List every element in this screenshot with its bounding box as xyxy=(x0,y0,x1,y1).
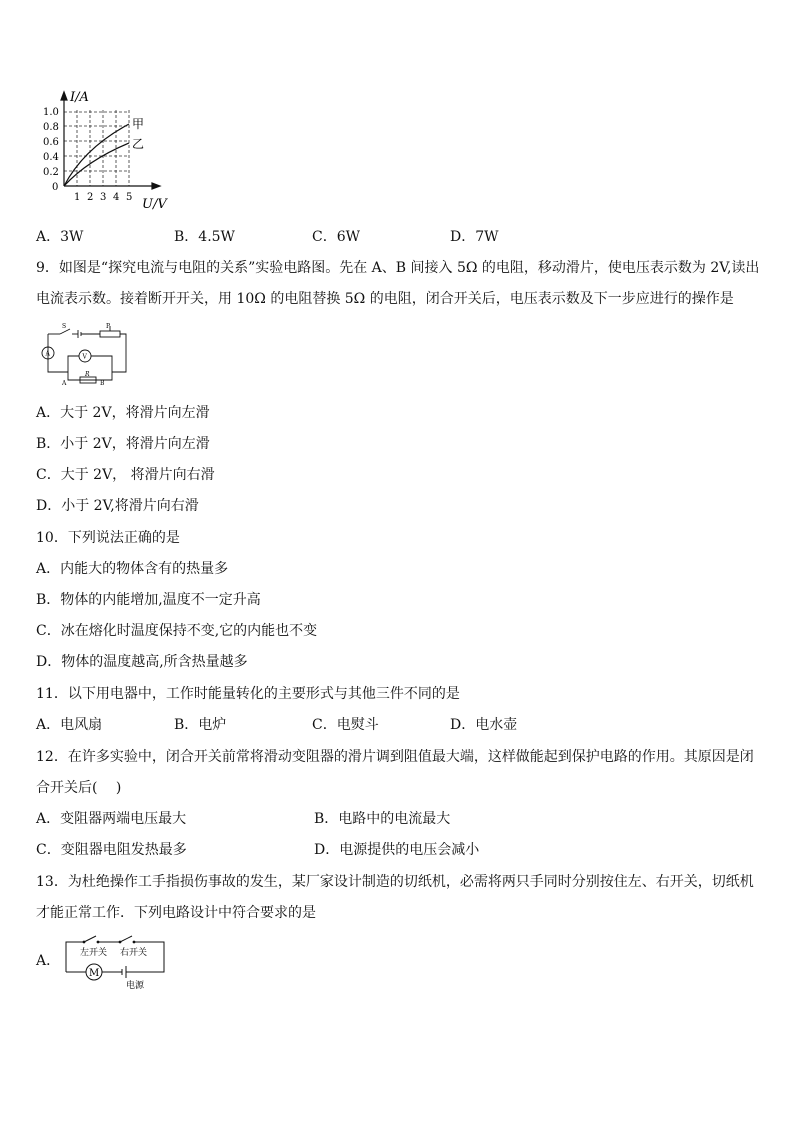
q10-option-a[interactable]: A．内能大的物体含有的热量多 xyxy=(36,561,229,577)
circuit-switch-label: S xyxy=(62,323,67,330)
x-tick: 3 xyxy=(100,192,107,203)
q11-stem: 11．以下用电器中，工作时能量转化的主要形式与其他三件不同的是 xyxy=(36,686,460,702)
q8-option-d[interactable]: D．7W xyxy=(450,229,499,245)
x-tick: 4 xyxy=(113,192,120,203)
y-axis-label: I/A xyxy=(70,90,89,105)
q10-option-c[interactable]: C．冰在熔化时温度保持不变,它的内能也不变 xyxy=(36,623,318,639)
x-axis-label: U/V xyxy=(142,197,167,212)
motor-label: M xyxy=(89,968,100,979)
circuit-voltmeter-label: V xyxy=(82,353,87,361)
q12-option-b[interactable]: B．电路中的电流最大 xyxy=(314,811,451,827)
graph-grid xyxy=(64,110,129,186)
left-switch-label: 左开关 xyxy=(80,948,108,958)
q12-options-row1 xyxy=(36,809,592,829)
right-switch-label: 右开关 xyxy=(120,948,148,958)
q11-option-d[interactable]: D．电水壶 xyxy=(450,717,518,733)
y-tick: 0.8 xyxy=(43,122,59,133)
y-tick: 0.2 xyxy=(43,167,59,178)
q8-option-a[interactable]: A．3W xyxy=(36,229,84,245)
y-tick: 0.4 xyxy=(43,152,59,163)
x-tick: 5 xyxy=(126,192,133,203)
y-tick: 0.6 xyxy=(43,137,59,148)
x-tick: 2 xyxy=(87,192,94,203)
q10-stem: 10．下列说法正确的是 xyxy=(36,530,180,546)
q12-stem-line1: 12．在许多实验中，闭合开关前常将滑动变阻器的滑片调到阻值最大端，这样做能起到保护电路的作用。其原因是闭 xyxy=(36,749,754,765)
q9-option-c[interactable]: C．大于 2V， 将滑片向右滑 xyxy=(36,467,215,483)
x-tick: 1 xyxy=(74,192,81,203)
power-source-label: 电源 xyxy=(126,981,145,990)
curve-a-label: 甲 xyxy=(132,117,145,131)
q12-option-a[interactable]: A．变阻器两端电压最大 xyxy=(36,811,187,827)
iu-graph xyxy=(36,86,176,214)
curve-b xyxy=(64,143,129,186)
q9-option-a[interactable]: A．大于 2V，将滑片向左滑 xyxy=(36,405,210,421)
circuit-node-a-label: A xyxy=(62,380,67,386)
y-tick: 0 xyxy=(52,182,59,193)
q11-options xyxy=(36,715,588,735)
q9-stem-line2: 电流表示数。接着断开开关，用 10Ω 的电阻替换 5Ω 的电阻，闭合开关后，电压表示数及下一步应进行的操作是 xyxy=(36,291,734,307)
circuit-node-b-label: B xyxy=(100,380,105,386)
q12-option-d[interactable]: D．电源提供的电压会减小 xyxy=(314,842,480,858)
q8-options xyxy=(36,227,588,247)
q13-option-a-circuit xyxy=(60,932,170,990)
q9-option-b[interactable]: B．小于 2V，将滑片向左滑 xyxy=(36,436,210,452)
q10-option-d[interactable]: D．物体的温度越高,所含热量越多 xyxy=(36,654,248,670)
y-tick: 1.0 xyxy=(43,107,59,118)
q9-stem-line1: 9．如图是“探究电流与电阻的关系”实验电路图。先在 A、B 间接入 5Ω 的电阻，移动滑片，使电压表示数为 2V,读出 xyxy=(36,260,760,276)
q12-options-row2 xyxy=(36,840,592,860)
q11-option-b[interactable]: B．电炉 xyxy=(174,717,227,733)
q11-option-a[interactable]: A．电风扇 xyxy=(36,717,103,733)
q12-stem-line2: 合开关后( ) xyxy=(36,780,122,796)
circuit-resistor-label: R xyxy=(85,371,90,378)
q10-option-b[interactable]: B．物体的内能增加,温度不一定升高 xyxy=(36,592,261,608)
q8-option-b[interactable]: B．4.5W xyxy=(174,229,235,245)
q11-option-c[interactable]: C．电熨斗 xyxy=(312,717,379,733)
q13-option-a[interactable]: A． xyxy=(36,953,61,969)
circuit-slider-label: P xyxy=(106,323,111,330)
q12-option-c[interactable]: C．变阻器电阻发热最多 xyxy=(36,842,187,858)
q13-stem-line1: 13．为杜绝操作工手指损伤事故的发生，某厂家设计制造的切纸机，必需将两只手同时分别按住左、右开关，切纸机 xyxy=(36,874,754,890)
q9-option-d[interactable]: D．小于 2V,将滑片向右滑 xyxy=(36,498,199,514)
q13-stem-line2: 才能正常工作．下列电路设计中符合要求的是 xyxy=(36,905,316,921)
q9-circuit-diagram xyxy=(38,322,138,386)
circuit-ammeter-label: A xyxy=(45,350,50,358)
curve-b-label: 乙 xyxy=(132,137,145,151)
q8-option-c[interactable]: C．6W xyxy=(312,229,361,245)
